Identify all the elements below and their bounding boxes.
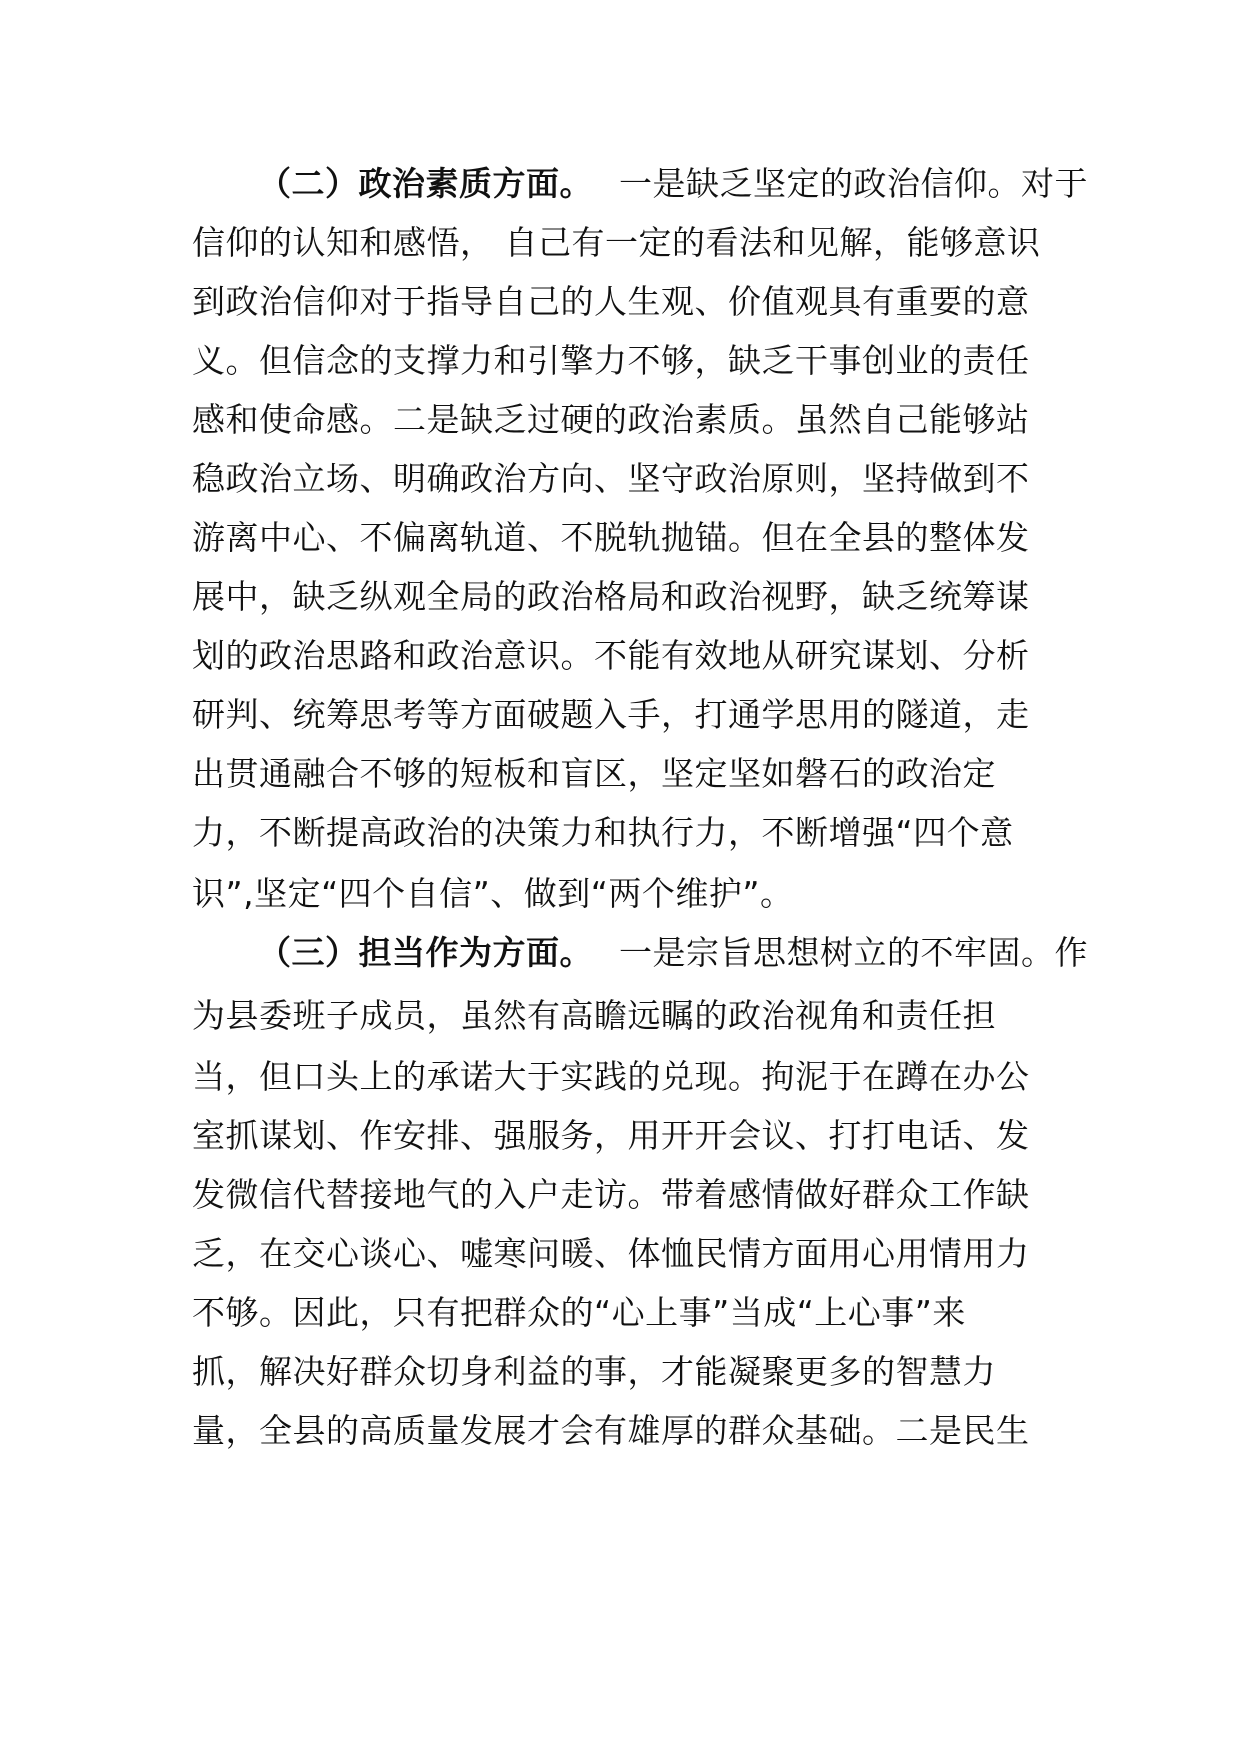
paragraph-line: 发微信代替接地气的入户走访。带着感情做好群众工作缺	[192, 1175, 1030, 1214]
paragraph-line: 抓，解决好群众切身利益的事，才能凝聚更多的智慧力	[192, 1352, 996, 1391]
paragraph-text: 一是宗旨思想树立的不牢固。作	[619, 933, 1088, 972]
paragraph-line: 当，但口头上的承诺大于实践的兑现。拘泥于在蹲在办公	[192, 1057, 1030, 1096]
section-heading: （二）政治素质方面。	[258, 164, 593, 203]
section-heading: （三）担当作为方面。	[258, 933, 593, 972]
paragraph-line: 识”,坚定“四个自信”、做到“两个维护”。	[192, 874, 794, 913]
paragraph-line: 研判、统筹思考等方面破题入手，打通学思用的隧道，走	[192, 695, 1030, 734]
paragraph-line: 到政治信仰对于指导自己的人生观、价值观具有重要的意	[192, 282, 1030, 321]
paragraph-line: 划的政治思路和政治意识。不能有效地从研究谋划、分析	[192, 636, 1030, 675]
paragraph-line	[258, 164, 1088, 204]
paragraph-line: 稳政治立场、明确政治方向、坚守政治原则，坚持做到不	[192, 459, 1030, 498]
paragraph-line: 力，不断提高政治的决策力和执行力，不断增强“四个意	[192, 813, 1014, 852]
paragraph-line: 游离中心、不偏离轨道、不脱轨抛锚。但在全县的整体发	[192, 518, 1030, 557]
paragraph-line: 为县委班子成员，虽然有高瞻远瞩的政治视角和责任担	[192, 996, 996, 1035]
paragraph-line: 室抓谋划、作安排、强服务，用开开会议、打打电话、发	[192, 1116, 1030, 1155]
paragraph-line: 出贯通融合不够的短板和盲区，坚定坚如磐石的政治定	[192, 754, 996, 793]
paragraph-line: 量，全县的高质量发展才会有雄厚的群众基础。二是民生	[192, 1411, 1030, 1450]
paragraph-line: 感和使命感。二是缺乏过硬的政治素质。虽然自己能够站	[192, 400, 1030, 439]
paragraph-line: 乏，在交心谈心、嘘寒问暖、体恤民情方面用心用情用力	[192, 1234, 1030, 1273]
paragraph-line: 信仰的认知和感悟， 自己有一定的看法和见解，能够意识	[192, 223, 1041, 262]
paragraph-line: 展中，缺乏纵观全局的政治格局和政治视野，缺乏统筹谋	[192, 577, 1030, 616]
paragraph-line	[258, 933, 1088, 973]
paragraph-text: 一是缺乏坚定的政治信仰。对于	[619, 164, 1088, 203]
paragraph-line: 不够。因此，只有把群众的“心上事”当成“上心事”来	[192, 1293, 966, 1332]
paragraph-line: 义。但信念的支撑力和引擎力不够，缺乏干事创业的责任	[192, 341, 1030, 380]
